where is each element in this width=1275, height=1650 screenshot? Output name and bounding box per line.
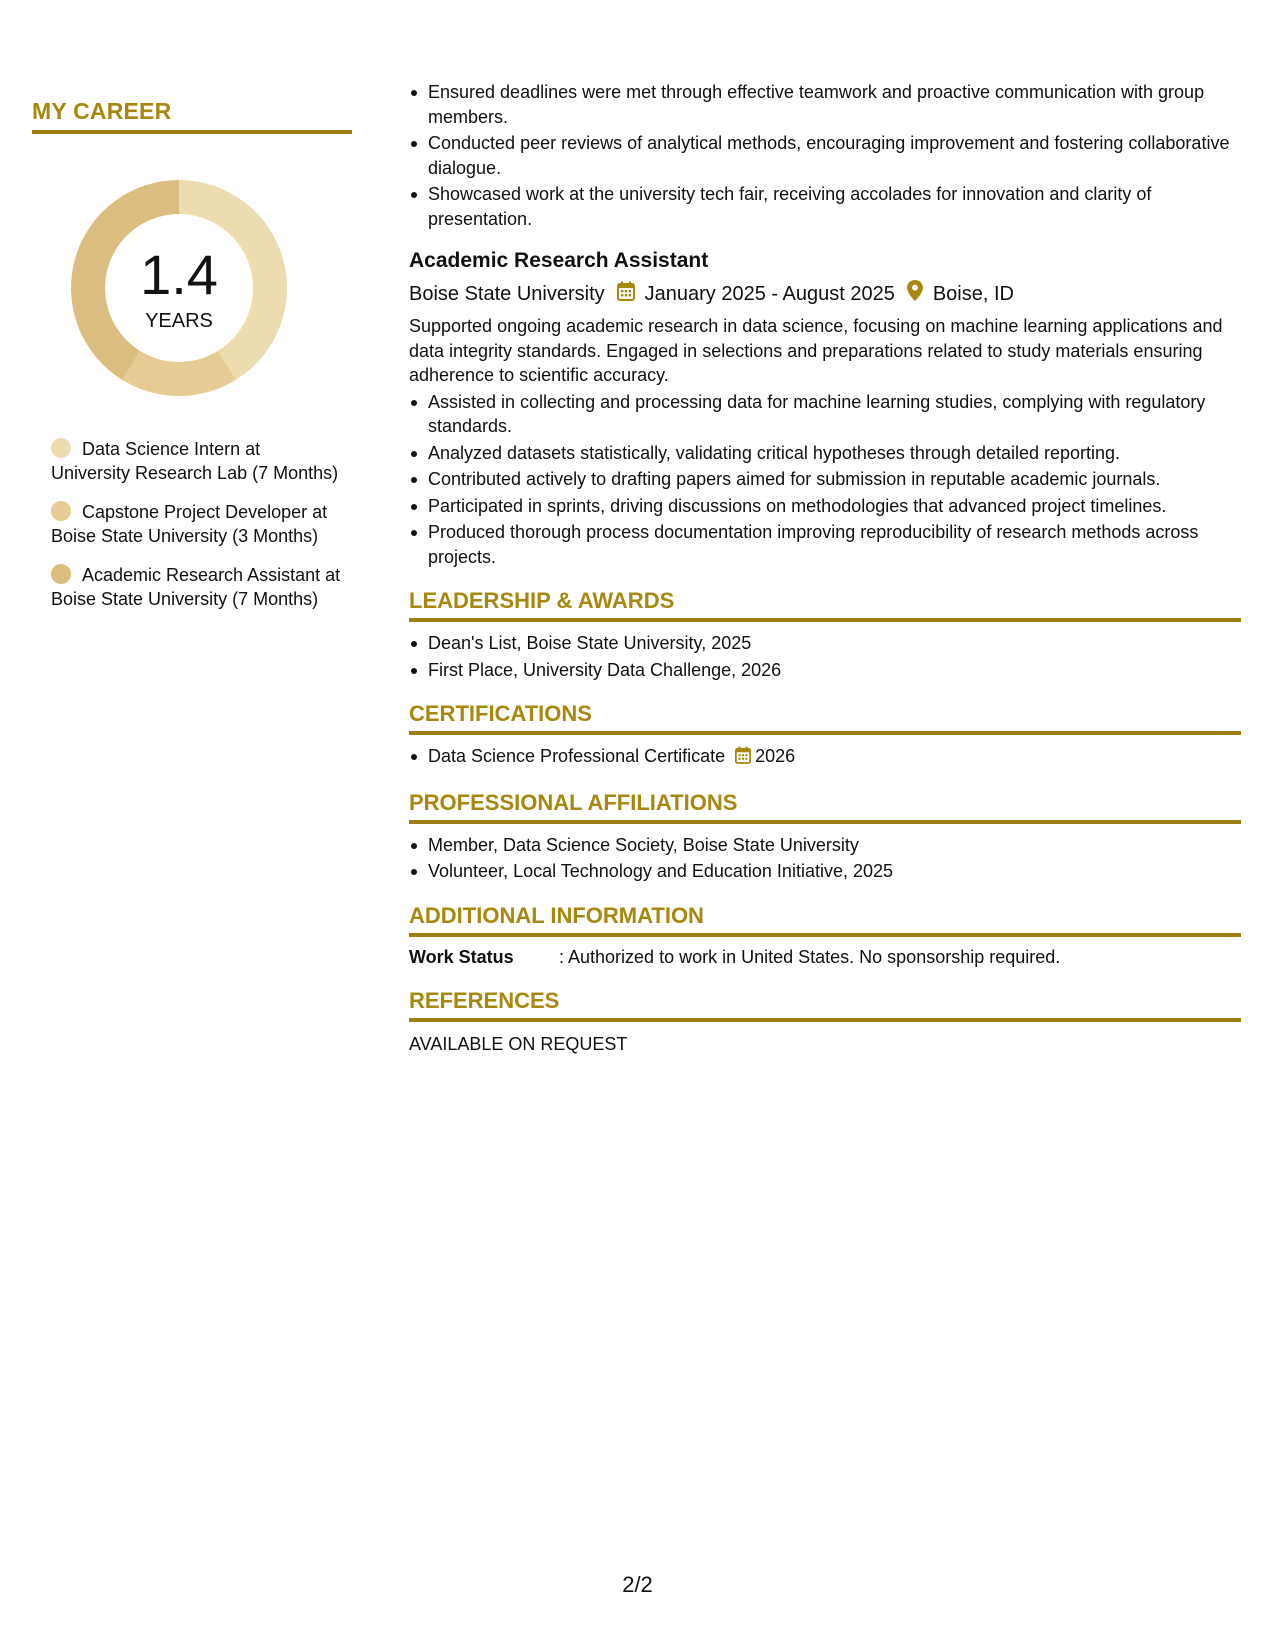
job-meta [409,280,1241,308]
calendar-icon [735,746,751,771]
main-content [409,80,1241,1056]
references-text: AVAILABLE ON REQUEST [409,1033,628,1054]
section-title: CERTIFICATIONS [409,700,1241,735]
section-title: REFERENCES [409,987,1241,1022]
list-item: Dean's List, Boise State University, 2025 [428,631,1241,656]
legend-dot [51,564,71,584]
cert-year: 2026 [755,746,796,766]
legend-dot [51,501,71,521]
total-years-unit: YEARS [145,310,213,332]
legend-label: Data Science Intern at University Research Lab (7 Months) [51,439,339,483]
job-company: Boise State University [409,283,605,305]
affiliations-list [409,833,1241,884]
job-title: Academic Research Assistant [409,249,709,272]
list-item: Conducted peer reviews of analytical methods, encouraging improvement and fostering collaborative dialogue. [428,131,1241,180]
location-pin-icon [907,280,923,308]
section-title: PROFESSIONAL AFFILIATIONS [409,789,1241,824]
legend-dot [51,438,71,458]
career-legend [51,437,341,611]
job-description: Supported ongoing academic research in data science, focusing on machine learning applications and data integrity standards. Engaged in selections and preparations related to study materials ensuring adherence to scientific accuracy. [409,316,1223,385]
career-title: MY CAREER [32,96,352,134]
work-status-row [409,945,1241,969]
references-section [409,987,1241,1056]
certifications-list [409,744,1241,771]
legend-item [51,563,341,611]
section-title: LEADERSHIP & AWARDS [409,587,1241,622]
job-location: Boise, ID [932,283,1014,305]
total-years-value: 1.4 [140,243,218,306]
certifications-section [409,700,1241,771]
list-item: Participated in sprints, driving discussions on methodologies that advanced project timelines. [428,494,1241,519]
work-status-label: Work Status [409,946,514,967]
list-item: Assisted in collecting and processing data for machine learning studies, complying with regulatory standards. [428,390,1241,439]
list-item: Showcased work at the university tech fair, receiving accolades for innovation and clarity of presentation. [428,182,1241,231]
job-dates: January 2025 - August 2025 [644,283,895,305]
job-bullets [409,390,1241,570]
leadership-list [409,631,1241,682]
career-donut-chart [66,175,292,401]
calendar-icon [617,281,635,308]
affiliations-section [409,789,1241,884]
legend-item [51,437,341,485]
work-status-value: : Authorized to work in United States. No sponsorship required. [559,946,1061,967]
legend-item [51,500,341,548]
career-sidebar [32,96,352,626]
previous-job-bullets [409,80,1241,231]
page-number: 2/2 [622,1572,653,1597]
leadership-section [409,587,1241,682]
list-item: Contributed actively to drafting papers aimed for submission in reputable academic journals. [428,467,1241,492]
list-item: First Place, University Data Challenge, 2026 [428,658,1241,683]
cert-name: Data Science Professional Certificate [428,746,726,766]
list-item: Ensured deadlines were met through effective teamwork and proactive communication with group members. [428,80,1241,129]
legend-label: Capstone Project Developer at Boise State University (3 Months) [51,502,328,546]
list-item: Produced thorough process documentation improving reproducibility of research methods across projects. [428,520,1241,569]
list-item: Analyzed datasets statistically, validating critical hypotheses through detailed reporting. [428,441,1241,466]
list-item: Volunteer, Local Technology and Education Initiative, 2025 [428,859,1241,884]
legend-label: Academic Research Assistant at Boise State University (7 Months) [51,565,341,609]
additional-info-section [409,902,1241,969]
section-title: ADDITIONAL INFORMATION [409,902,1241,937]
donut-center [66,175,292,401]
list-item [428,744,1241,771]
list-item: Member, Data Science Society, Boise State University [428,833,1241,858]
